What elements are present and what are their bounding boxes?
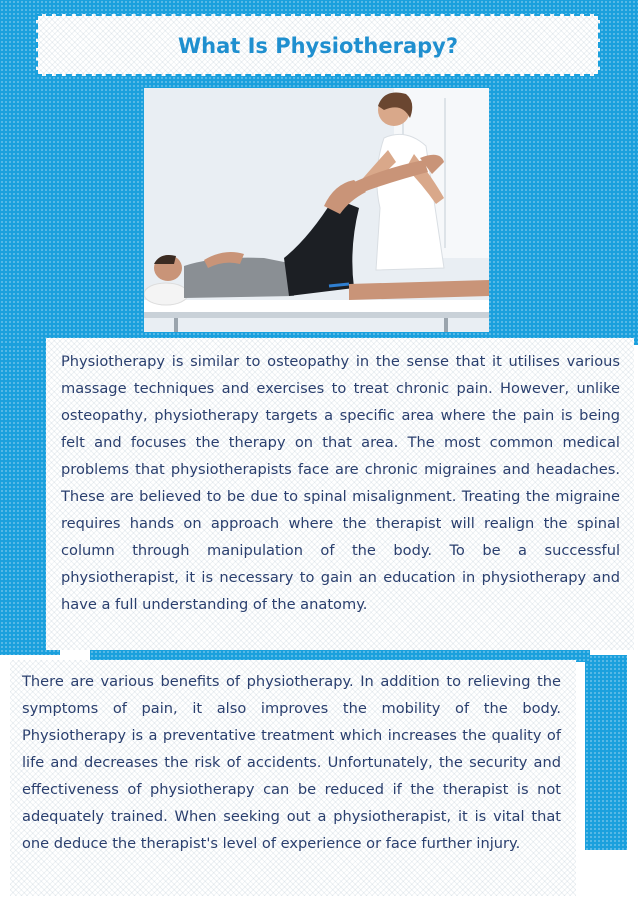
title-box — [36, 14, 600, 76]
paragraph-1: Physiotherapy is similar to osteopathy in the sense that it utilises various massage techniques and exercises to treat chronic pain. However, unlike osteopathy, physiotherapy targets a specific area where the pain is being felt and focuses the therapy on that area. The most common medical problems that physiotherapists face are chronic migraines and headaches. These are believed to be due to spinal misalignment. Treating the migraine requires hands on approach where the therapist will realign the spinal column through manipulation of the body. To be a successful physiotherapist, it is necessary to gain an education in physiotherapy and have a full understanding of the anatomy. — [61, 353, 620, 613]
photo-illustration — [144, 88, 489, 332]
blue-background-right — [585, 655, 627, 850]
paragraph-2: There are various benefits of physiotherapy. In addition to relieving the symptoms of pain, it also improves the mobility of the body. Physiotherapy is a preventative treatment which increases the quality of life and decreases the risk of accidents. Unfortunately, the security and effectiveness of physiotherapy can be reduced if the therapist is not adequately trained. When seeking out a physiotherapist, it is vital that one deduce the therapist's level of experience or face further injury. — [22, 673, 561, 852]
paragraph-box-1 — [46, 338, 634, 650]
page-title: What Is Physiotherapy? — [177, 34, 459, 58]
physiotherapy-photo — [144, 88, 489, 332]
paragraph-box-2 — [10, 660, 576, 896]
